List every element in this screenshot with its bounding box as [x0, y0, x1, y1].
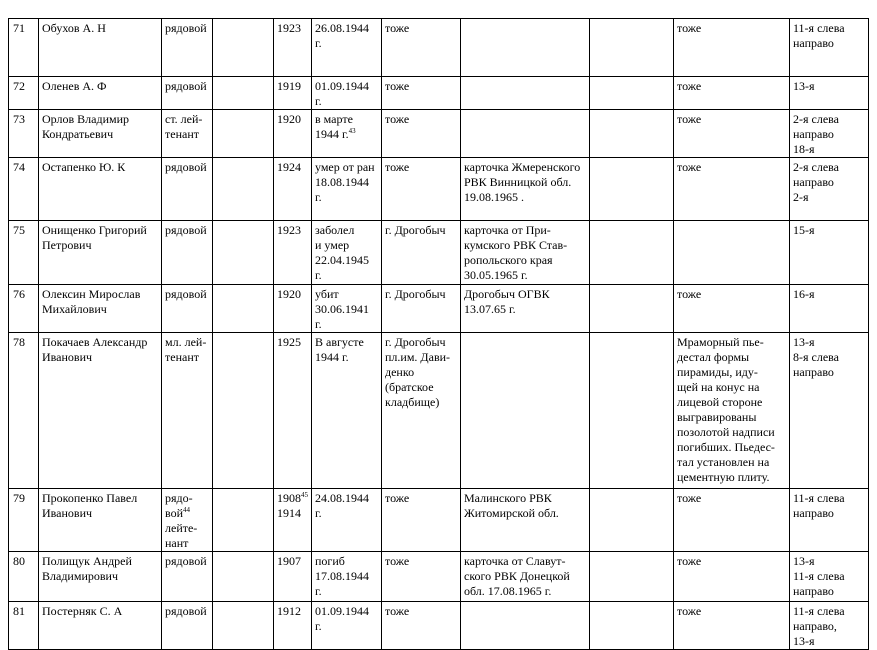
name-cell: Полищук Андрей Владимирович — [39, 552, 162, 602]
grave-position-cell: 13-я 11-я слева направо — [790, 552, 869, 602]
burial-place-cell: тоже — [382, 158, 461, 221]
name-cell: Оленев А. Ф — [39, 77, 162, 110]
source-document-cell: карточка от При- кумского РВК Став- ропольского края 30.05.1965 г. — [461, 221, 590, 285]
empty-cell — [213, 221, 274, 285]
death-date-cell: В августе 1944 г. — [312, 333, 382, 489]
burial-place-cell: тоже — [382, 19, 461, 77]
burial-place-cell: тоже — [382, 489, 461, 552]
monument-description-cell: тоже — [674, 285, 790, 333]
monument-description-cell: тоже — [674, 110, 790, 158]
row-number-cell: 78 — [9, 333, 39, 489]
grave-position-cell: 11-я слева направо, 13-я — [790, 602, 869, 650]
rank-cell: рядовой — [162, 77, 213, 110]
table-row — [9, 489, 869, 552]
empty-cell — [590, 158, 674, 221]
table-row — [9, 19, 869, 77]
death-date-cell: 01.09.1944 г. — [312, 77, 382, 110]
grave-position-cell: 11-я слева направо — [790, 19, 869, 77]
burial-place-cell: тоже — [382, 110, 461, 158]
rank-cell: рядовой — [162, 19, 213, 77]
rank-cell: рядовой — [162, 285, 213, 333]
grave-position-cell: 2-я слева направо 2-я — [790, 158, 869, 221]
rank-cell: рядовой — [162, 158, 213, 221]
birth-year-cell: 1924 — [274, 158, 312, 221]
monument-description-cell: тоже — [674, 602, 790, 650]
empty-cell — [213, 489, 274, 552]
source-document-cell — [461, 333, 590, 489]
burial-place-cell: тоже — [382, 552, 461, 602]
source-document-cell — [461, 77, 590, 110]
source-document-cell: Малинского РВК Житомирской обл. — [461, 489, 590, 552]
death-date-cell: умер от ран 18.08.1944 г. — [312, 158, 382, 221]
rank-cell: рядовой — [162, 552, 213, 602]
grave-position-cell: 2-я слева направо 18-я — [790, 110, 869, 158]
monument-description-cell: тоже — [674, 552, 790, 602]
birth-year-cell: 1912 — [274, 602, 312, 650]
burial-place-cell: тоже — [382, 77, 461, 110]
empty-cell — [213, 19, 274, 77]
grave-position-cell: 15-я — [790, 221, 869, 285]
monument-description-cell: тоже — [674, 77, 790, 110]
birth-year-cell: 1919 — [274, 77, 312, 110]
footnote-mark: 44 — [183, 506, 191, 514]
row-number-cell: 79 — [9, 489, 39, 552]
empty-cell — [590, 77, 674, 110]
birth-year-cell: 1920 — [274, 110, 312, 158]
name-cell: Покачаев Александр Иванович — [39, 333, 162, 489]
grave-position-cell: 13-я 8-я слева направо — [790, 333, 869, 489]
footnote-mark: 45 — [301, 491, 308, 499]
birth-year-cell: 1923 — [274, 19, 312, 77]
birth-year-cell: 1923 — [274, 221, 312, 285]
grave-position-cell: 11-я слева направо — [790, 489, 869, 552]
birth-year-cell: 1920 — [274, 285, 312, 333]
death-date-cell: заболел и умер 22.04.1945 г. — [312, 221, 382, 285]
death-date-cell: погиб 17.08.1944 г. — [312, 552, 382, 602]
monument-description-cell — [674, 221, 790, 285]
row-number-cell: 81 — [9, 602, 39, 650]
death-date-cell: 24.08.1944 г. — [312, 489, 382, 552]
empty-cell — [590, 19, 674, 77]
burial-records-table — [8, 18, 869, 650]
row-number-cell: 73 — [9, 110, 39, 158]
birth-year-cell: 1907 — [274, 552, 312, 602]
empty-cell — [590, 552, 674, 602]
table-row — [9, 285, 869, 333]
row-number-cell: 71 — [9, 19, 39, 77]
name-cell: Прокопенко Павел Иванович — [39, 489, 162, 552]
birth-year-cell: 1925 — [274, 333, 312, 489]
source-document-cell: карточка Жмеренского РВК Винницкой обл. 19.08.1965 . — [461, 158, 590, 221]
death-date-cell: в марте 1944 г.$^{43}$ — [312, 110, 382, 158]
name-cell: Орлов Владимир Кондратьевич — [39, 110, 162, 158]
row-number-cell: 80 — [9, 552, 39, 602]
burial-place-cell: г. Дрогобыч — [382, 221, 461, 285]
table-row — [9, 552, 869, 602]
monument-description-cell: Мраморный пье- дестал формы пирамиды, иду- щей на конус на лицевой стороне выгравированы позолотой надписи погибших. Пьедес- тал установлен на цементную плиту. — [674, 333, 790, 489]
name-cell: Обухов А. Н — [39, 19, 162, 77]
table-body — [9, 19, 869, 650]
table-row — [9, 333, 869, 489]
table-row — [9, 110, 869, 158]
empty-cell — [213, 77, 274, 110]
table-row — [9, 158, 869, 221]
burial-place-cell: г. Дрогобыч пл.им. Дави- денко (братское кладбище) — [382, 333, 461, 489]
burial-place-cell: тоже — [382, 602, 461, 650]
monument-description-cell: тоже — [674, 158, 790, 221]
empty-cell — [213, 158, 274, 221]
rank-cell: рядовой — [162, 221, 213, 285]
row-number-cell: 76 — [9, 285, 39, 333]
grave-position-cell: 16-я — [790, 285, 869, 333]
grave-position-cell: 13-я — [790, 77, 869, 110]
rank-cell: мл. лей- тенант — [162, 333, 213, 489]
table-row — [9, 602, 869, 650]
empty-cell — [590, 221, 674, 285]
table-row — [9, 221, 869, 285]
birth-year-cell: 1908$^{45}$ 1914 — [274, 489, 312, 552]
monument-description-cell: тоже — [674, 19, 790, 77]
death-date-cell: 01.09.1944 г. — [312, 602, 382, 650]
empty-cell — [213, 110, 274, 158]
empty-cell — [213, 552, 274, 602]
source-document-cell: Дрогобыч ОГВК 13.07.65 г. — [461, 285, 590, 333]
source-document-cell — [461, 110, 590, 158]
rank-cell: рядо- вой$^{44}$ лейте- нант — [162, 489, 213, 552]
footnote-mark: 43 — [348, 127, 356, 135]
name-cell: Постерняк С. А — [39, 602, 162, 650]
source-document-cell — [461, 19, 590, 77]
empty-cell — [590, 489, 674, 552]
table-row — [9, 77, 869, 110]
row-number-cell: 75 — [9, 221, 39, 285]
row-number-cell: 74 — [9, 158, 39, 221]
empty-cell — [213, 333, 274, 489]
death-date-cell: 26.08.1944 г. — [312, 19, 382, 77]
empty-cell — [213, 285, 274, 333]
name-cell: Олексин Мирослав Михайлович — [39, 285, 162, 333]
empty-cell — [590, 602, 674, 650]
source-document-cell: карточка от Славут- ского РВК Донецкой обл. 17.08.1965 г. — [461, 552, 590, 602]
row-number-cell: 72 — [9, 77, 39, 110]
monument-description-cell: тоже — [674, 489, 790, 552]
empty-cell — [590, 285, 674, 333]
name-cell: Онищенко Григорий Петрович — [39, 221, 162, 285]
empty-cell — [590, 333, 674, 489]
death-date-cell: убит 30.06.1941 г. — [312, 285, 382, 333]
empty-cell — [213, 602, 274, 650]
rank-cell: рядовой — [162, 602, 213, 650]
source-document-cell — [461, 602, 590, 650]
burial-place-cell: г. Дрогобыч — [382, 285, 461, 333]
empty-cell — [590, 110, 674, 158]
name-cell: Остапенко Ю. К — [39, 158, 162, 221]
rank-cell: ст. лей- тенант — [162, 110, 213, 158]
